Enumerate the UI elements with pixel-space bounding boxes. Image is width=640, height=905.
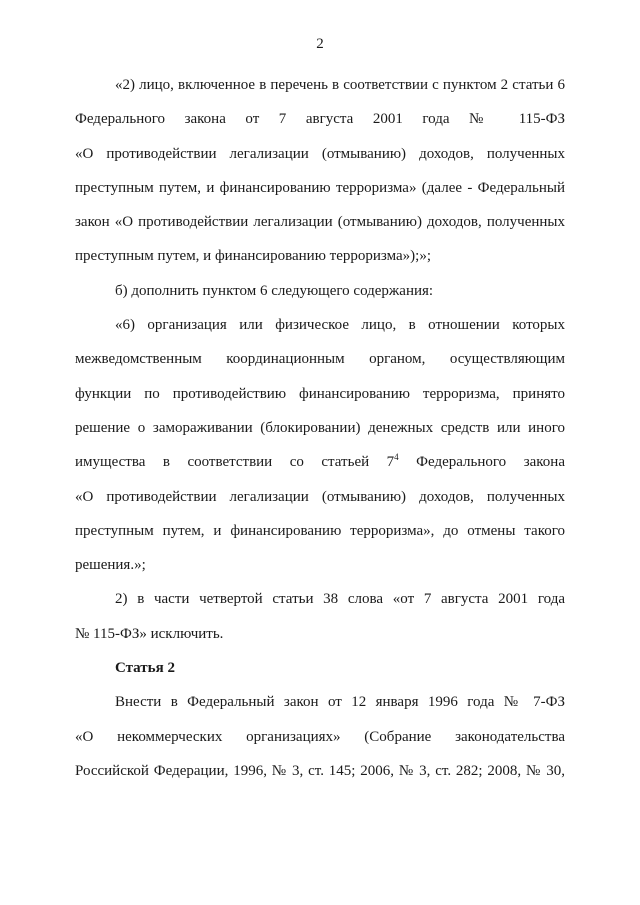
text-line: функции по противодействию финансированию терроризма, принято [75,385,565,402]
text-fragment: имущества в соответствии со статьей 7 [75,454,395,471]
page-number: 2 [316,36,324,52]
text-line: № 115-ФЗ» исключить. [75,625,224,642]
text-line: «О противодействии легализации (отмыванию) доходов, полученных [75,488,565,505]
text-fragment: Федерального закона [398,454,565,471]
document-body [75,68,565,788]
text-line: решение о замораживании (блокировании) денежных средств или иного [75,419,565,436]
paragraph-item-6 [75,308,565,582]
text-line: «2) лицо, включенное в перечень в соответствии с пунктом 2 статьи 6 [115,77,565,93]
paragraph-subitem-b [75,274,565,308]
text-line: «6) организация или физическое лицо, в отношении которых [115,317,565,334]
paragraph-article-2 [75,685,565,788]
text-line: «О противодействии легализации (отмыванию) доходов, полученных [75,145,565,162]
text-line: преступным путем, и финансированию терроризма»);»; [75,248,431,265]
text-line: 2) в части четвертой статьи 38 слова «от 7 августа 2001 года [115,591,565,608]
paragraph-item-2 [75,68,565,274]
text-line: Федерального закона от 7 августа 2001 года № 115-ФЗ [75,111,565,128]
text-line: Внести в Федеральный закон от 12 января 1996 года № 7-ФЗ [115,694,565,711]
text-line: закон «О противодействии легализации (отмыванию) доходов, полученных [75,214,565,231]
text-line: «О некоммерческих организациях» (Собрание законодательства [75,728,565,745]
text-line: межведомственным координационным органом, осуществляющим [75,351,565,368]
text-line-with-superscript [75,445,565,479]
text-line: Российской Федерации, 1996, № 3, ст. 145; 2006, № 3, ст. 282; 2008, № 30, [75,762,565,779]
document-page [75,0,565,905]
paragraph-item-2-amend [75,582,565,651]
text-line: решения.»; [75,557,146,574]
article-heading [75,651,565,685]
text-line: преступным путем, и финансированию терроризма» (далее - Федеральный [75,179,565,196]
text-line: преступным путем, и финансированию терроризма», до отмены такого [75,522,565,539]
article-title: Статья 2 [115,660,175,677]
article-superscript: 4 [394,452,399,463]
text-line: б) дополнить пунктом 6 следующего содержания: [115,282,434,299]
